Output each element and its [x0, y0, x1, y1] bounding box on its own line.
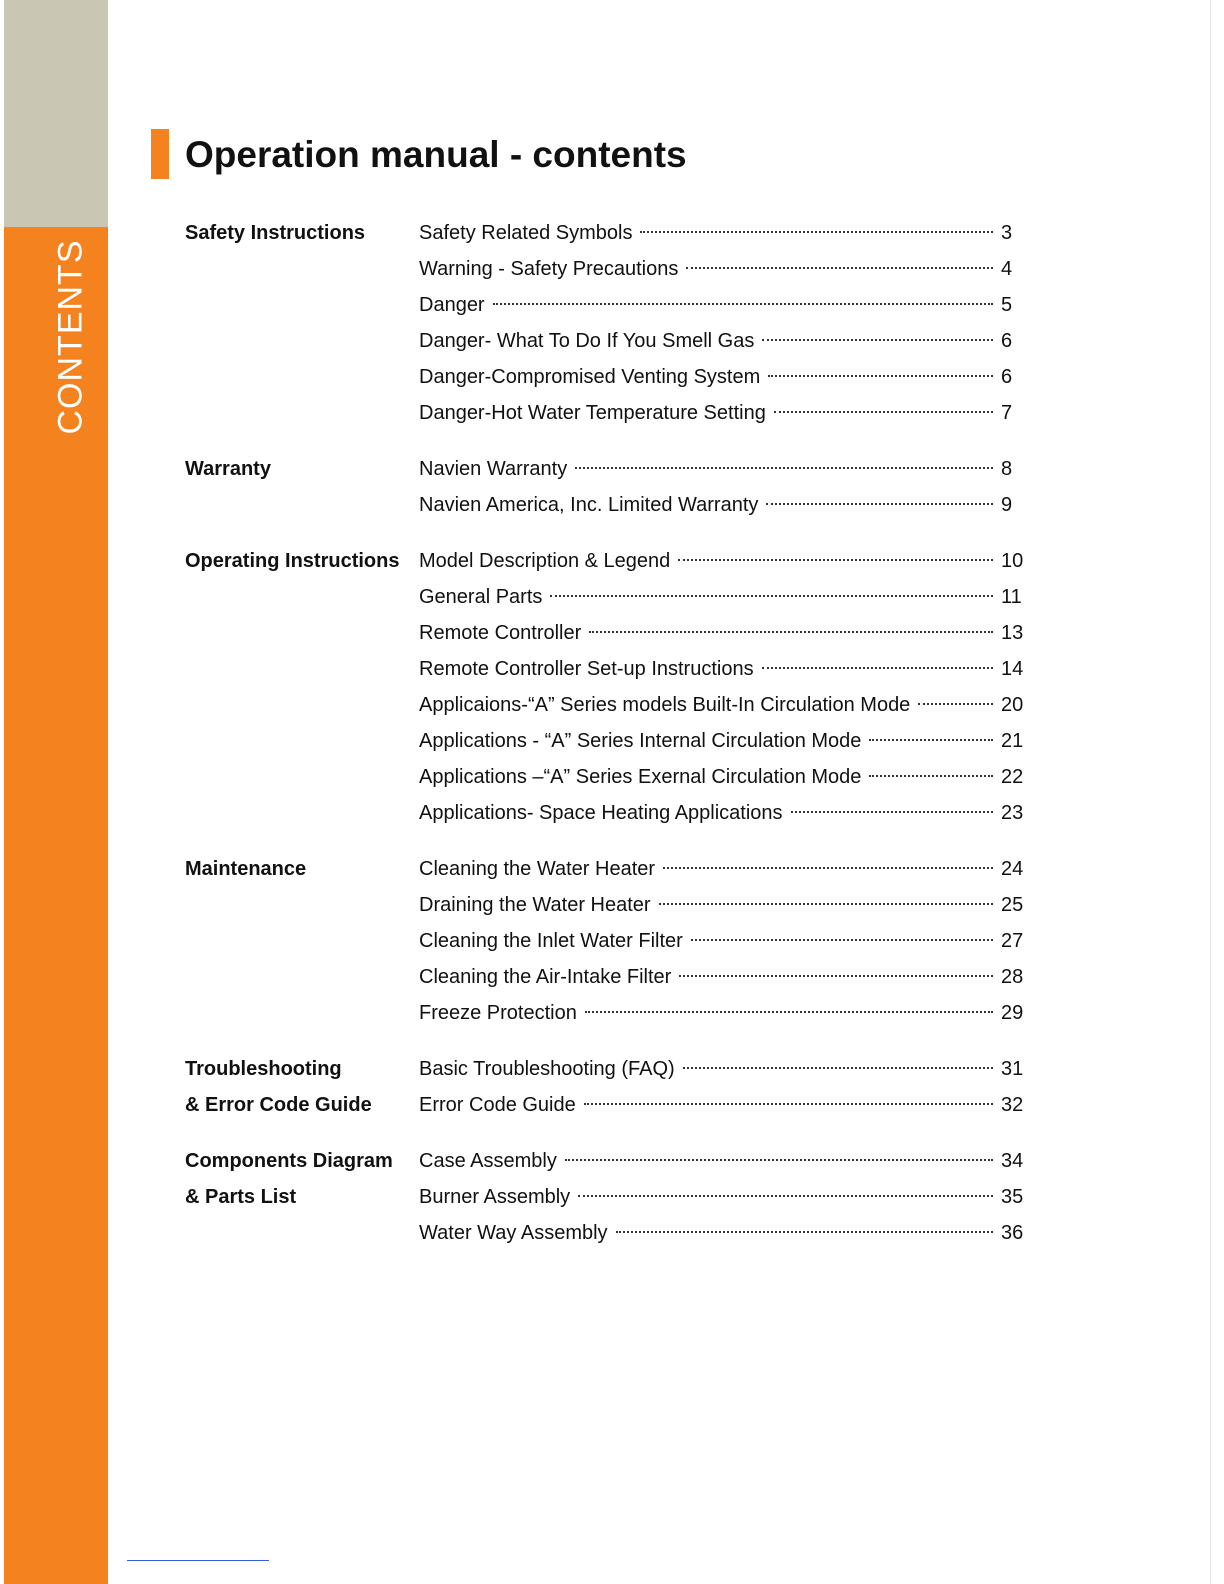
entry-page-number: 6 [1001, 366, 1013, 388]
toc-entry[interactable] [419, 923, 1025, 959]
toc-entry[interactable] [419, 487, 1025, 523]
dot-leader [575, 467, 993, 469]
entry-title: Error Code Guide [419, 1094, 576, 1116]
toc-entry[interactable] [419, 687, 1025, 723]
sidebar-top-band [4, 0, 108, 227]
toc-section [185, 851, 1025, 1031]
entry-page-number: 5 [1001, 294, 1013, 316]
toc-entry[interactable] [419, 615, 1025, 651]
toc-entry[interactable] [419, 759, 1025, 795]
entry-title: Draining the Water Heater [419, 894, 651, 916]
entry-title: Water Way Assembly [419, 1222, 608, 1244]
dot-leader [918, 703, 993, 705]
entry-page-number: 10 [1001, 550, 1024, 572]
entry-page-number: 6 [1001, 330, 1013, 352]
entry-page-number: 36 [1001, 1222, 1024, 1244]
section-heading-line: Safety Instructions [185, 222, 366, 244]
dot-leader [678, 559, 993, 561]
toc-entry[interactable] [419, 251, 1025, 287]
dot-leader [762, 339, 993, 341]
section-entries [419, 215, 1025, 431]
dot-leader [762, 667, 993, 669]
dot-leader [686, 267, 993, 269]
toc-entry[interactable] [419, 1179, 1025, 1215]
dot-leader [774, 411, 993, 413]
entry-title: Warning - Safety Precautions [419, 258, 679, 280]
section-heading-line: & Parts List [185, 1186, 297, 1208]
dot-leader [585, 1011, 993, 1013]
dot-leader [768, 375, 993, 377]
section-entries [419, 1051, 1025, 1123]
entry-page-number: 29 [1001, 1002, 1024, 1024]
toc-entry[interactable] [419, 1215, 1025, 1251]
dot-leader [550, 595, 993, 597]
section-heading-line: Troubleshooting [185, 1058, 342, 1080]
entry-page-number: 35 [1001, 1186, 1024, 1208]
toc-entry[interactable] [419, 887, 1025, 923]
entry-title: Danger-Hot Water Temperature Setting [419, 402, 766, 424]
entry-title: Navien Warranty [419, 458, 568, 480]
entry-title: Safety Related Symbols [419, 222, 633, 244]
entry-page-number: 23 [1001, 802, 1024, 824]
toc-entry[interactable] [419, 395, 1025, 431]
section-entries [419, 1143, 1025, 1251]
toc-entry[interactable] [419, 959, 1025, 995]
entry-title: Navien America, Inc. Limited Warranty [419, 494, 759, 516]
section-entries [419, 451, 1025, 523]
dot-leader [565, 1159, 993, 1161]
entry-title: General Parts [419, 586, 543, 608]
entry-page-number: 8 [1001, 458, 1013, 480]
toc-entry[interactable] [419, 1087, 1025, 1123]
dot-leader [589, 631, 993, 633]
dot-leader [869, 775, 993, 777]
toc-section [185, 1051, 1025, 1123]
toc-entry[interactable] [419, 723, 1025, 759]
toc-entry[interactable] [419, 1051, 1025, 1087]
entry-title: Applications –“A” Series Exernal Circulation Mode [419, 766, 862, 788]
entry-title: Remote Controller [419, 622, 582, 644]
entry-title: Burner Assembly [419, 1186, 571, 1208]
entry-page-number: 4 [1001, 258, 1013, 280]
dot-leader [616, 1231, 993, 1233]
toc-entry[interactable] [419, 1143, 1025, 1179]
section-heading-line: Warranty [185, 458, 271, 480]
entry-title: Applicaions-“A” Series models Built-In Circulation Mode [419, 694, 911, 716]
page-edge-line [1210, 0, 1211, 1584]
entry-title: Model Description & Legend [419, 550, 671, 572]
entry-title: Basic Troubleshooting (FAQ) [419, 1058, 675, 1080]
toc-entry[interactable] [419, 215, 1025, 251]
entry-page-number: 14 [1001, 658, 1024, 680]
dot-leader [691, 939, 993, 941]
entry-page-number: 11 [1001, 586, 1022, 608]
section-entries [419, 851, 1025, 1031]
toc-section [185, 1143, 1025, 1251]
section-heading [185, 851, 306, 887]
toc-entry[interactable] [419, 651, 1025, 687]
dot-leader [493, 303, 993, 305]
entry-title: Cleaning the Air-Intake Filter [419, 966, 672, 988]
section-heading [185, 1143, 393, 1215]
dot-leader [869, 739, 993, 741]
toc-entry[interactable] [419, 579, 1025, 615]
page-title: Operation manual - contents [185, 134, 687, 175]
dot-leader [791, 811, 993, 813]
toc-entry[interactable] [419, 451, 1025, 487]
sidebar-label: CONTENTS [51, 239, 90, 435]
section-heading-line: Operating Instructions [185, 550, 400, 572]
table-of-contents [185, 215, 1025, 1271]
entry-title: Cleaning the Water Heater [419, 858, 656, 880]
entry-page-number: 24 [1001, 858, 1024, 880]
entry-title: Remote Controller Set-up Instructions [419, 658, 754, 680]
entry-title: Applications - “A” Series Internal Circulation Mode [419, 730, 862, 752]
dot-leader [683, 1067, 993, 1069]
toc-section [185, 543, 1025, 831]
section-heading [185, 215, 365, 251]
entry-page-number: 28 [1001, 966, 1024, 988]
entry-page-number: 34 [1001, 1150, 1024, 1172]
toc-section [185, 451, 1025, 523]
dot-leader [766, 503, 993, 505]
section-heading [185, 543, 399, 579]
entry-page-number: 21 [1001, 730, 1024, 752]
section-heading-line: & Error Code Guide [185, 1094, 372, 1116]
dot-leader [640, 231, 993, 233]
entry-page-number: 27 [1001, 930, 1024, 952]
section-heading [185, 451, 271, 487]
entry-title: Freeze Protection [419, 1002, 577, 1024]
entry-title: Case Assembly [419, 1150, 557, 1172]
entry-title: Applications- Space Heating Applications [419, 802, 783, 824]
toc-entry[interactable] [419, 851, 1025, 887]
toc-entry[interactable] [419, 543, 1025, 579]
entry-page-number: 25 [1001, 894, 1024, 916]
entry-page-number: 32 [1001, 1094, 1024, 1116]
section-heading-line: Maintenance [185, 858, 307, 880]
entry-page-number: 22 [1001, 766, 1024, 788]
dot-leader [679, 975, 993, 977]
entry-page-number: 13 [1001, 622, 1024, 644]
entry-title: Danger- What To Do If You Smell Gas [419, 330, 755, 352]
entry-page-number: 3 [1001, 222, 1013, 244]
footer-rule [127, 1560, 269, 1561]
toc-section [185, 215, 1025, 431]
entry-title: Danger [419, 294, 485, 316]
dot-leader [578, 1195, 993, 1197]
entry-page-number: 31 [1001, 1058, 1024, 1080]
toc-entry[interactable] [419, 287, 1025, 323]
dot-leader [663, 867, 993, 869]
title-accent-bar [151, 129, 169, 179]
dot-leader [584, 1103, 993, 1105]
section-heading-line: Components Diagram [185, 1150, 393, 1172]
entry-page-number: 7 [1001, 402, 1013, 424]
dot-leader [659, 903, 993, 905]
toc-entry[interactable] [419, 995, 1025, 1031]
section-heading [185, 1051, 372, 1123]
section-entries [419, 543, 1025, 831]
toc-entry[interactable] [419, 359, 1025, 395]
entry-title: Danger-Compromised Venting System [419, 366, 761, 388]
toc-entry[interactable] [419, 323, 1025, 359]
entry-page-number: 20 [1001, 694, 1024, 716]
entry-page-number: 9 [1001, 494, 1013, 516]
toc-entry[interactable] [419, 795, 1025, 831]
entry-title: Cleaning the Inlet Water Filter [419, 930, 683, 952]
